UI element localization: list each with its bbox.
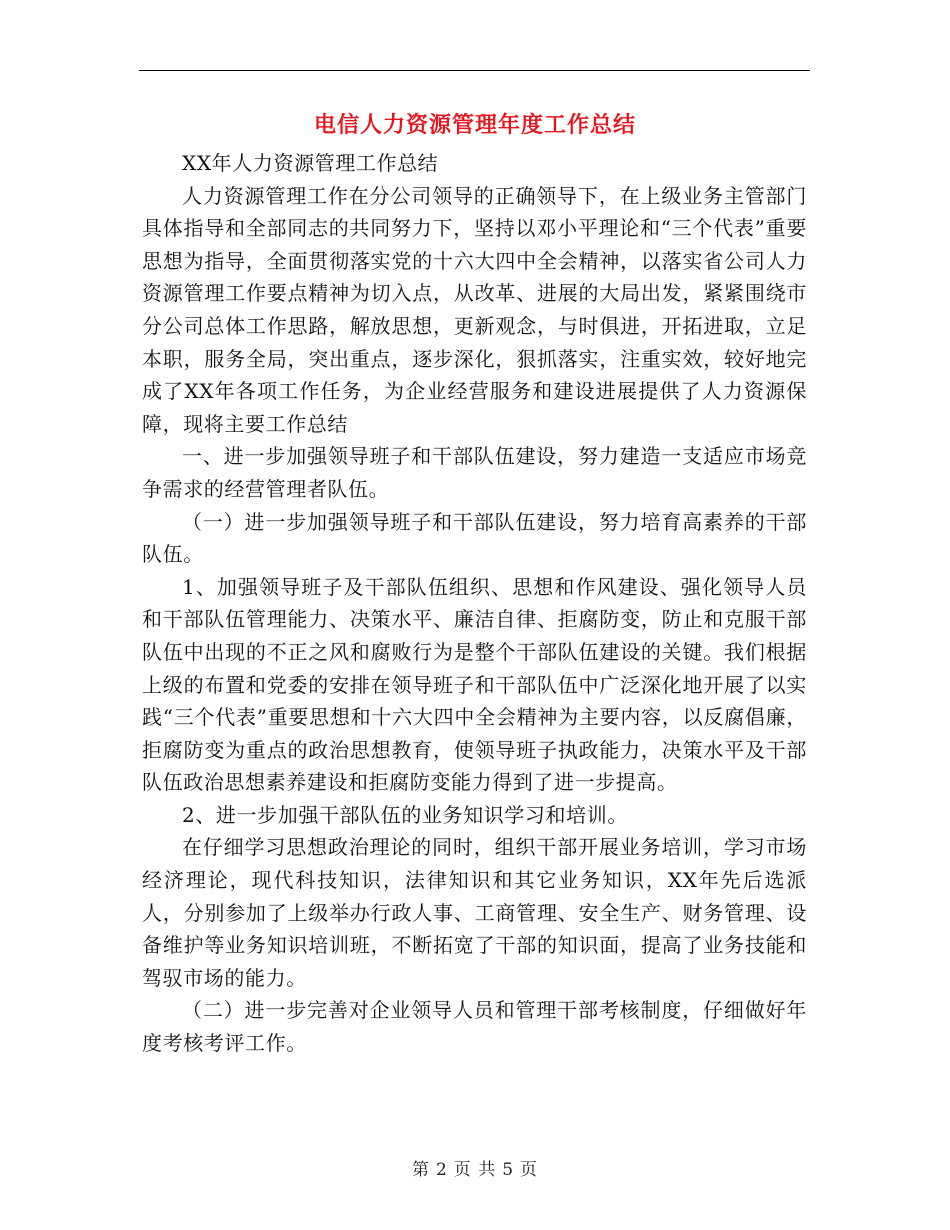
document-title: 电信人力资源管理年度工作总结	[313, 113, 636, 138]
page-current: 2	[435, 1160, 448, 1180]
body-paragraph: 1、加强领导班子及干部队伍组织、思想和作风建设、强化领导人员和干部队伍管理能力、决策水平、廉洁自律、拒腐防变，防止和克服干部队伍中出现的不正之风和腐败行为是整个干部队伍建设的关键。我们根据上级的布置和党委的安排在领导班子和干部队伍中广泛深化地开展了以实践“三个代表”重要思想和十六大四中全会精神为主要内容，以反腐倡廉，拒腐防变为重点的政治思想教育，使领导班子执政能力，决策水平及干部队伍政治思想素养建设和拒腐防变能力得到了进一步提高。	[142, 574, 807, 795]
page-footer	[0, 1155, 950, 1180]
body-paragraph: 一、进一步加强领导班子和干部队伍建设，努力建造一支适应市场竞争需求的经营管理者队伍。	[142, 444, 807, 501]
section-heading: XX年人力资源管理工作总结	[182, 151, 439, 175]
body-paragraph: 在仔细学习思想政治理论的同时，组织干部开展业务培训，学习市场经济理论，现代科技知识，法律知识和其它业务知识，XX年先后选派人，分别参加了上级举办行政人事、工商管理、安全生产、财务管理、设备维护等业务知识培训班，不断拓宽了干部的知识面，提高了业务技能和驾驭市场的能力。	[142, 835, 807, 990]
document-body	[142, 147, 807, 1060]
body-paragraph: 2、进一步加强干部队伍的业务知识学习和培训。	[182, 802, 628, 827]
body-paragraph: 人力资源管理工作在分公司领导的正确领导下，在上级业务主管部门具体指导和全部同志的共同努力下，坚持以邓小平理论和“三个代表”重要思想为指导，全面贯彻落实党的十六大四中全会精神，以落实省公司人力资源管理工作要点精神为切入点，从改革、进展的大局出发，紧紧围绕市分公司总体工作思路，解放思想，更新观念，与时俱进，开拓进取，立足本职，服务全局，突出重点，逐步深化，狠抓落实，注重实效，较好地完成了XX年各项工作任务，为企业经营服务和建设进展提供了人力资源保障，现将主要工作总结	[142, 183, 807, 436]
body-paragraph: （一）进一步加强领导班子和干部队伍建设，努力培育高素养的干部队伍。	[142, 509, 807, 567]
page-suffix: 页	[520, 1160, 539, 1180]
page-total: 5	[502, 1160, 515, 1180]
header-rule	[139, 70, 810, 71]
page-middle: 页 共	[453, 1160, 497, 1180]
body-paragraph: （二）进一步完善对企业领导人员和管理干部考核制度，仔细做好年度考核考评工作。	[142, 998, 807, 1056]
page-prefix: 第	[411, 1160, 430, 1180]
